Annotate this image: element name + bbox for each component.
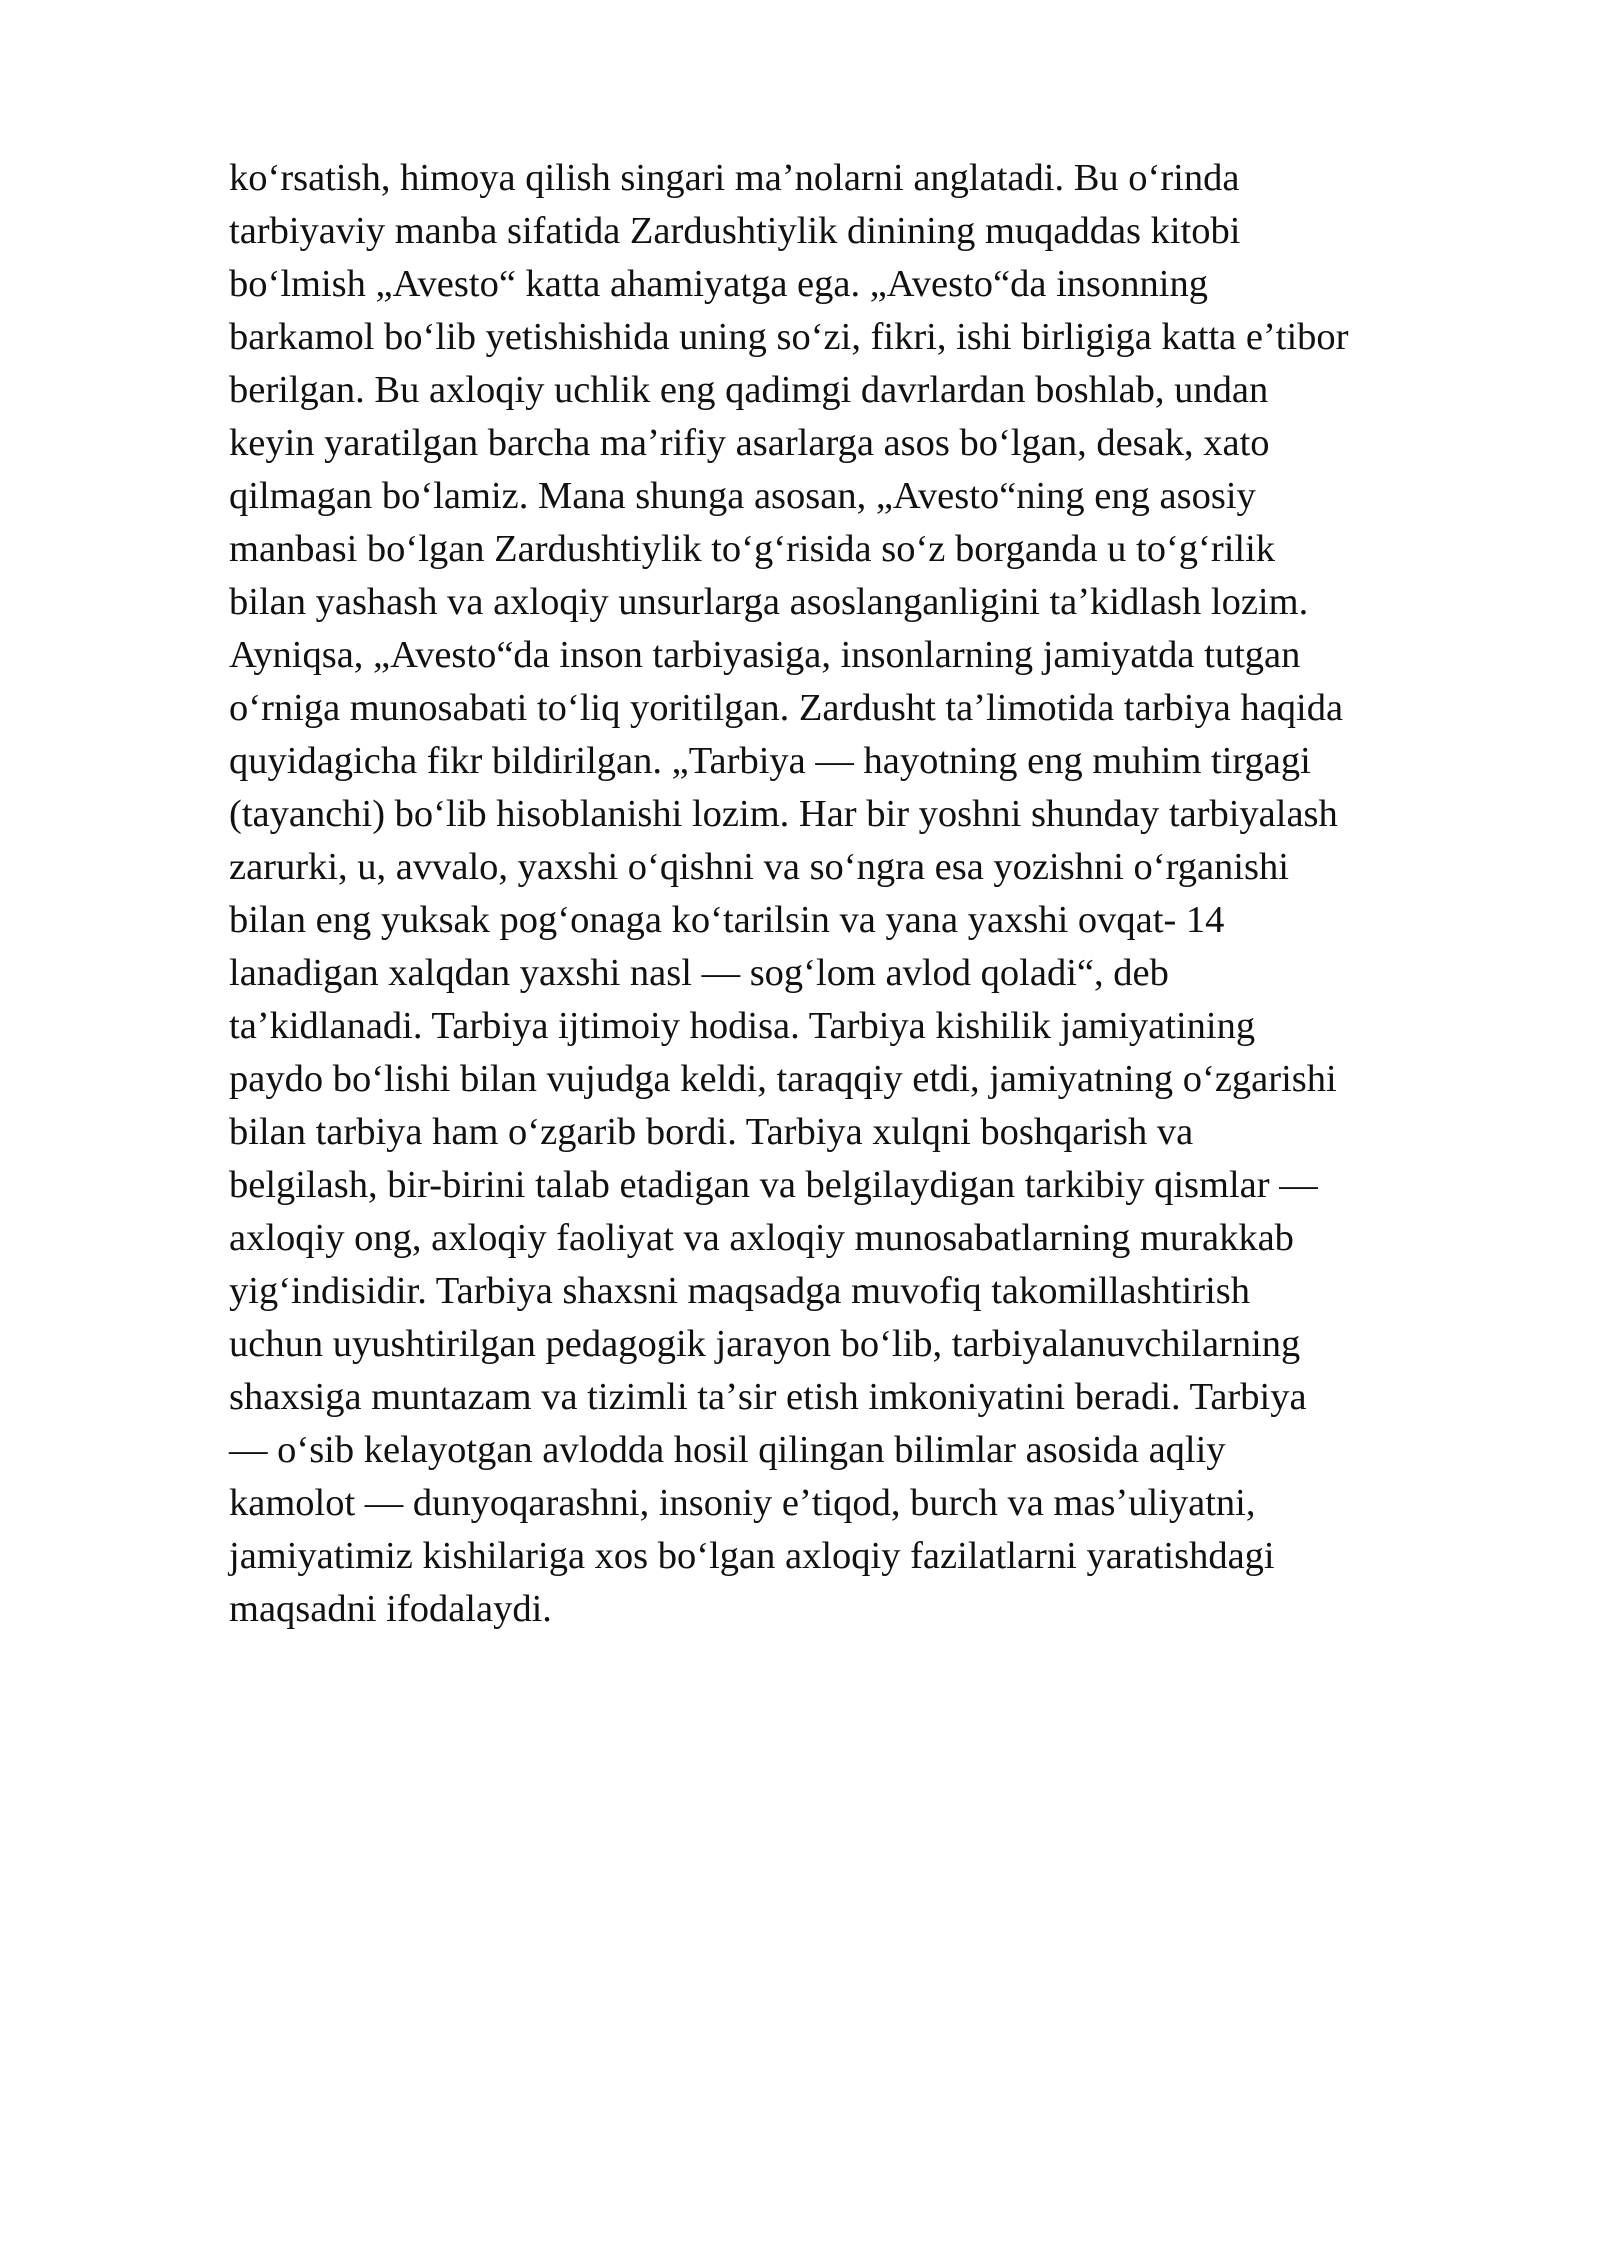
- text-line: tarbiyaviy manba sifatida Zardushtiylik dinining muqaddas kitobi: [229, 210, 1241, 252]
- text-line: qilmagan boʻlamiz. Mana shunga asosan, „Avesto“ning eng asosiy: [229, 475, 1256, 517]
- text-line: maqsadni ifodalaydi.: [229, 1588, 552, 1630]
- text-line: boʻlmish „Avesto“ katta ahamiyatga ega. „Avesto“da insonning: [229, 263, 1208, 305]
- text-line: barkamol boʻlib yetishishida uning soʻzi, fikri, ishi birligiga katta eʼtibor: [229, 316, 1349, 358]
- body-paragraph: [229, 152, 1529, 1636]
- text-line: keyin yaratilgan barcha maʼrifiy asarlarga asos boʻlgan, desak, xato: [229, 422, 1270, 464]
- text-line: axloqiy ong, axloqiy faoliyat va axloqiy munosabatlarning murakkab: [229, 1217, 1294, 1259]
- text-line: uchun uyushtirilgan pedagogik jarayon boʻlib, tarbiyalanuvchilarning: [229, 1323, 1301, 1365]
- text-line: zarurki, u, avvalo, yaxshi oʻqishni va soʻngra esa yozishni oʻrganishi: [229, 846, 1289, 888]
- text-line: paydo boʻlishi bilan vujudga keldi, taraqqiy etdi, jamiyatning oʻzgarishi: [229, 1058, 1337, 1100]
- text-line: berilgan. Bu axloqiy uchlik eng qadimgi davrlardan boshlab, undan: [229, 369, 1269, 411]
- text-line: (tayanchi) boʻlib hisoblanishi lozim. Har bir yoshni shunday tarbiyalash: [229, 793, 1338, 835]
- text-line: taʼkidlanadi. Tarbiya ijtimoiy hodisa. Tarbiya kishilik jamiyatining: [229, 1005, 1256, 1047]
- text-line: belgilash, bir-birini talab etadigan va belgilaydigan tarkibiy qismlar —: [229, 1164, 1318, 1206]
- text-line: kamolot — dunyoqarashni, insoniy eʼtiqod, burch va masʼuliyatni,: [229, 1482, 1256, 1524]
- text-line: quyidagicha fikr bildirilgan. „Tarbiya — hayotning eng muhim tirgagi: [229, 740, 1311, 782]
- text-line: Ayniqsa, „Avesto“da inson tarbiyasiga, insonlarning jamiyatda tutgan: [229, 634, 1301, 676]
- text-line: lanadigan xalqdan yaxshi nasl — sogʻlom avlod qoladi“, deb: [229, 952, 1169, 994]
- text-line: koʻrsatish, himoya qilish singari maʼnolarni anglatadi. Bu oʻrinda: [229, 157, 1240, 199]
- text-line: oʻrniga munosabati toʻliq yoritilgan. Zardusht taʼlimotida tarbiya haqida: [229, 687, 1344, 729]
- text-line: jamiyatimiz kishilariga xos boʻlgan axloqiy fazilatlarni yaratishdagi: [229, 1535, 1275, 1577]
- text-line: bilan yashash va axloqiy unsurlarga asoslanganligini taʼkidlash lozim.: [229, 581, 1309, 623]
- text-line: manbasi boʻlgan Zardushtiylik toʻgʻrisida soʻz borganda u toʻgʻrilik: [229, 528, 1276, 570]
- text-line: yigʻindisidir. Tarbiya shaxsni maqsadga muvofiq takomillashtirish: [229, 1270, 1251, 1312]
- text-line: bilan eng yuksak pogʻonaga koʻtarilsin va yana yaxshi ovqat- 14: [229, 899, 1225, 941]
- text-line: shaxsiga muntazam va tizimli taʼsir etish imkoniyatini beradi. Tarbiya: [229, 1376, 1307, 1418]
- text-line: — oʻsib kelayotgan avlodda hosil qilingan bilimlar asosida aqliy: [229, 1429, 1226, 1471]
- text-line: bilan tarbiya ham oʻzgarib bordi. Tarbiya xulqni boshqarish va: [229, 1111, 1194, 1153]
